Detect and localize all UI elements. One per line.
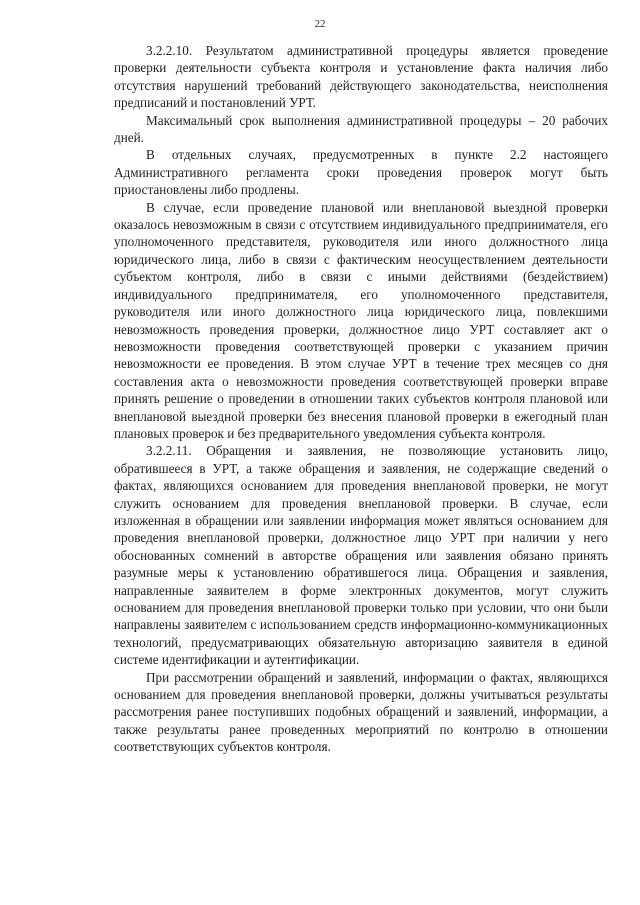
document-body bbox=[114, 42, 608, 756]
paragraph-3-2-2-10: 3.2.2.10. Результатом административной процедуры является проведение проверки деятельности субъекта контроля и установление факта наличия либо отсутствия нарушений требований действующего законодательства, неисполнения предписаний и постановлений УРТ. bbox=[114, 43, 608, 111]
paragraph-3-2-2-11: 3.2.2.11. Обращения и заявления, не позволяющие установить лицо, обратившееся в УРТ, а также обращения и заявления, не содержащие сведений о фактах, являющихся основанием для проведения внеплановой проверки, не могут служить основанием для проведения внеплановой проверки. В случае, если изложенная в обращении или заявлении информация может являться основанием для проведения внеплановой проверки, должностное лицо УРТ при наличии у него обоснованных сомнений в авторстве обращения или заявления обязано принять разумные меры к установлению обратившегося лица. Обращения и заявления, направленные заявителем в форме электронных документов, могут служить основанием для проведения внеплановой проверки только при условии, что они были направлены заявителем с использованием средств информационно-коммуникационных технологий, предусматривающих обязательную авторизацию заявителя в единой системе идентификации и аутентификации. bbox=[114, 443, 608, 668]
paragraph-suspension: В отдельных случаях, предусмотренных в пункте 2.2 настоящего Административного регламента сроки проведения проверок могут быть приостановлены либо продлены. bbox=[114, 147, 608, 198]
paragraph-impossible-inspection: В случае, если проведение плановой или внеплановой выездной проверки оказалось невозможным в связи с отсутствием индивидуального предпринимателя, его уполномоченного представителя, руководителя или иного должностного лица юридического лица, либо в связи с фактическим неосуществлением деятельности субъектом контроля, либо в связи с иными действиями (бездействием) индивидуального предпринимателя, его уполномоченного представителя, руководителя или иного должностного лица юридического лица, повлекшими невозможность проведения проверки, должностное лицо УРТ составляет акт о невозможности проведения соответствующей проверки с указанием причин невозможности ее проведения. В этом случае УРТ в течение трех месяцев со дня составления акта о невозможности проведения соответствующей проверки вправе принять решение о проведении в отношении таких субъектов контроля плановой или внеплановой выездной проверки без внесения плановой проверки в ежегодный план плановых проверок и без предварительного уведомления субъекта контроля. bbox=[114, 199, 608, 441]
page-number: 22 bbox=[314, 18, 326, 30]
paragraph-max-duration: Максимальный срок выполнения административной процедуры – 20 рабочих дней. bbox=[114, 112, 608, 146]
paragraph-review-of-appeals: При рассмотрении обращений и заявлений, информации о фактах, являющихся основанием для проведения внеплановой проверки, должны учитываться результаты рассмотрения ранее поступивших подобных обращений и заявлений, информации, а также результаты ранее проведенных мероприятий по контролю в отношении соответствующих субъектов контроля. bbox=[114, 669, 608, 755]
